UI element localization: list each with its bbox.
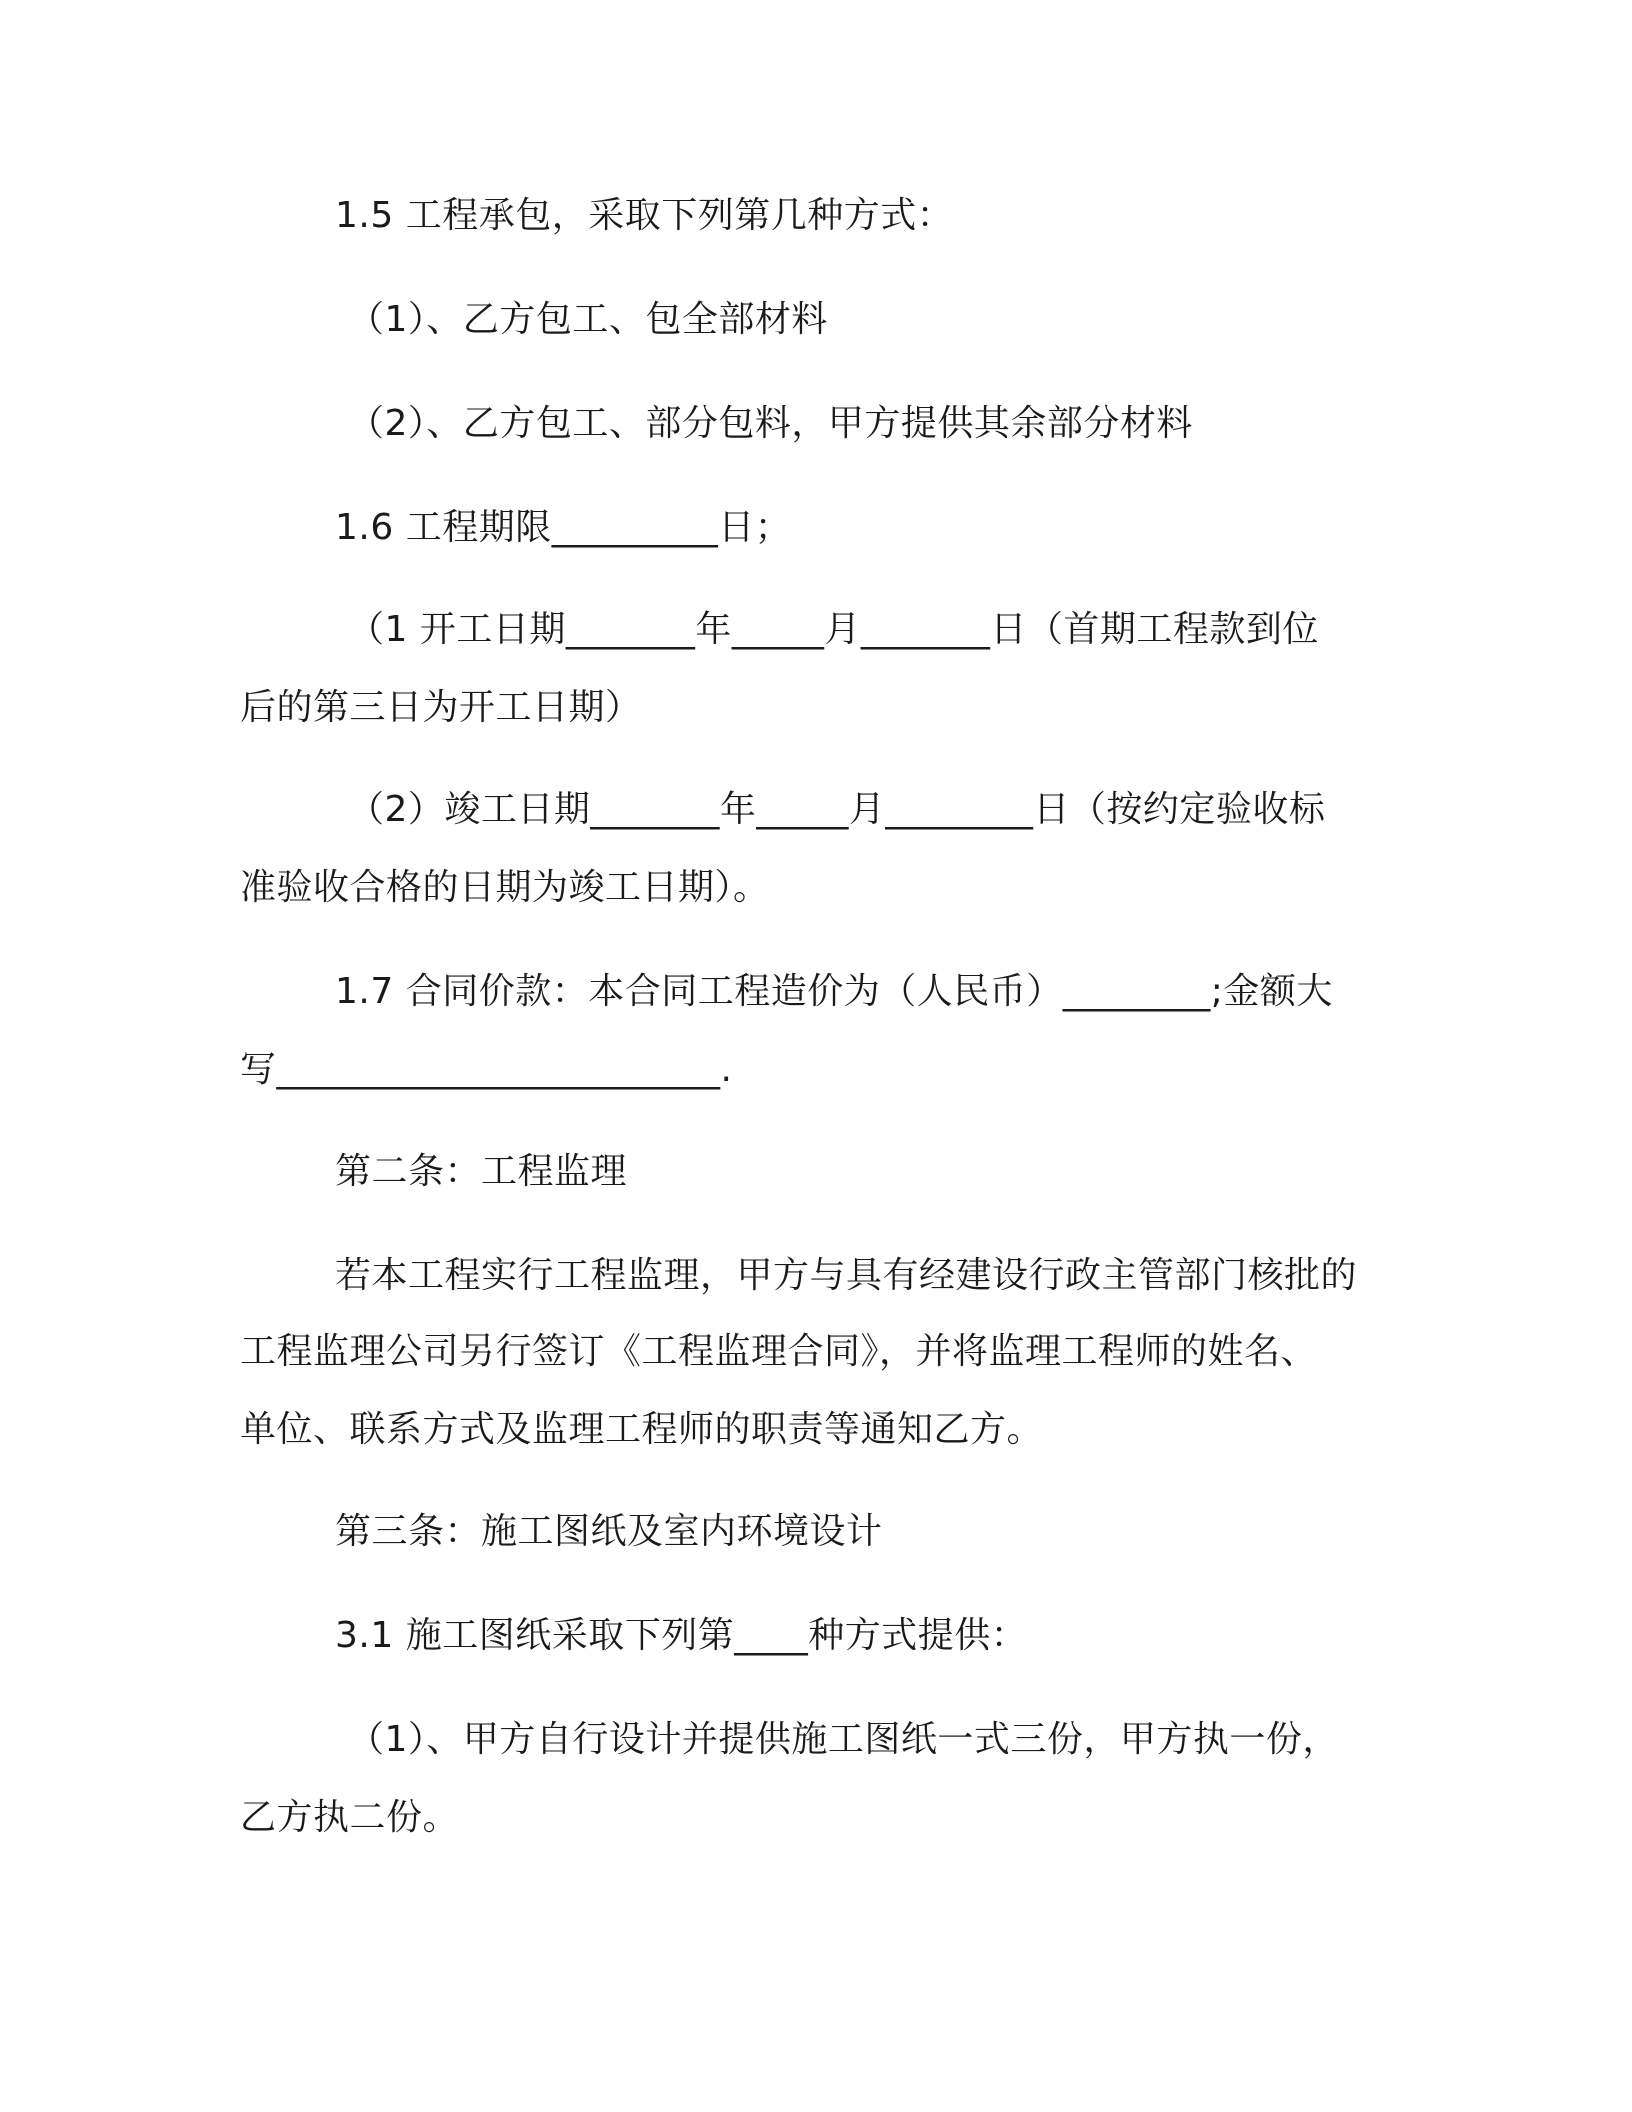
clause-3-1-heading: 3.1 施工图纸采取下列第____种方式提供： [335, 1615, 1028, 1656]
article-2-heading: 第二条：工程监理 [335, 1151, 628, 1192]
article-2-body-line-1: 若本工程实行工程监理，甲方与具有经建设行政主管部门核批的 [335, 1255, 1358, 1296]
start-date-line-cont: 后的第三日为开工日期） [240, 687, 642, 728]
article-3-heading: 第三条：施工图纸及室内环境设计 [335, 1511, 883, 1552]
start-date-line: （1 开工日期_______年_____月_______日（首期工程款到位 [348, 609, 1319, 650]
clause-1-6-heading: 1.6 工程期限_________日； [335, 507, 792, 548]
clause-1-7-price-cont: 写________________________. [240, 1049, 733, 1090]
completion-date-line-cont: 准验收合格的日期为竣工日期）。 [240, 867, 770, 908]
clause-3-1-option-1-cont: 乙方执二份。 [240, 1797, 460, 1838]
completion-date-line: （2）竣工日期_______年_____月________日（按约定验收标 [348, 789, 1326, 830]
article-2-body-line-2: 工程监理公司另行签订《工程监理合同》，并将监理工程师的姓名、 [240, 1331, 1318, 1372]
clause-3-1-option-1: （1）、甲方自行设计并提供施工图纸一式三份，甲方执一份， [348, 1719, 1339, 1760]
article-2-body-line-3: 单位、联系方式及监理工程师的职责等通知乙方。 [240, 1409, 1044, 1450]
clause-1-5-option-1: （1）、乙方包工、包全部材料 [348, 299, 828, 340]
clause-1-5-heading: 1.5 工程承包，采取下列第几种方式： [335, 195, 954, 236]
clause-1-7-price: 1.7 合同价款：本合同工程造价为（人民币）________;金额大 [335, 971, 1333, 1012]
clause-1-5-option-2: （2）、乙方包工、部分包料，甲方提供其余部分材料 [348, 403, 1193, 444]
